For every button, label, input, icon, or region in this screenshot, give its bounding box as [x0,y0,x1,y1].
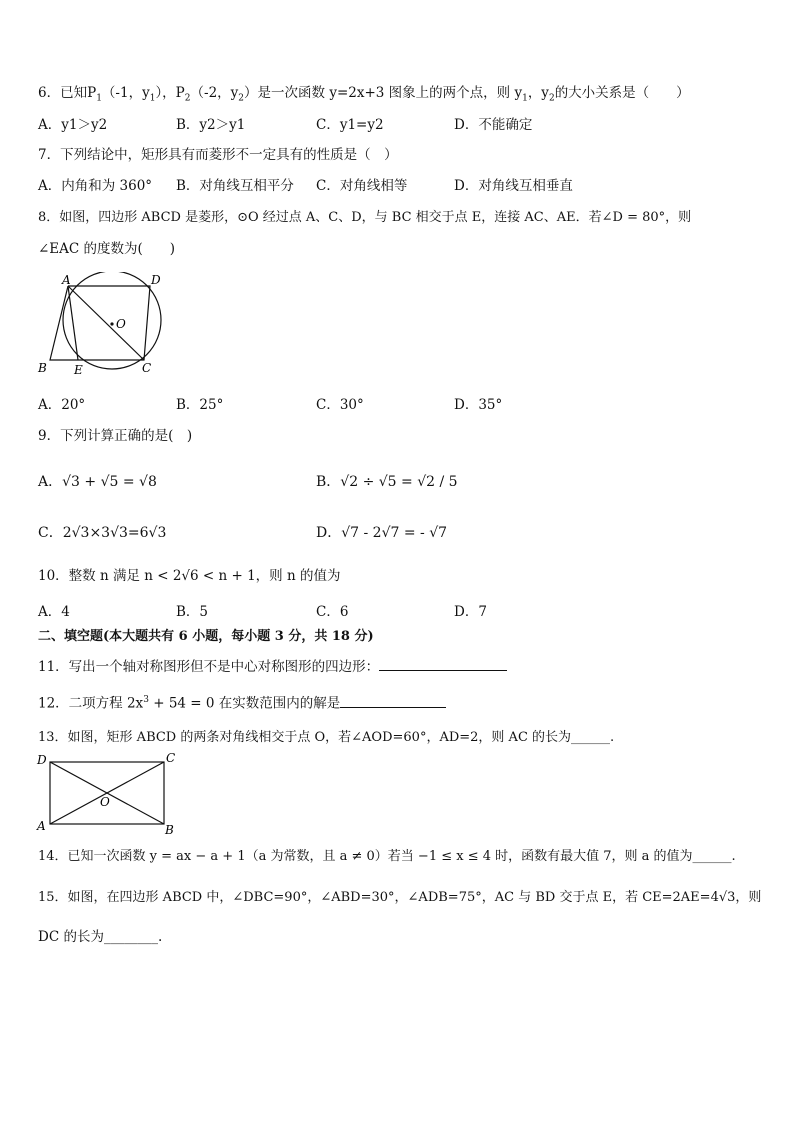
q13-label-a: A [37,819,46,833]
q9-option-c: C．2√3×3√3=6√3 [38,525,167,541]
q6-sub-y2: 2 [238,93,245,104]
q8-label-b: B [38,361,47,375]
section-2-heading: 二、填空题(本大题共有 6 小题，每小题 3 分，共 18 分) [38,629,374,644]
q8-label-d: D [151,273,161,287]
q8-label-e: E [74,363,83,377]
q6-text-g: 的大小关系是（ ） [554,85,690,101]
q6-text-d: （-2，y [190,85,239,101]
q10-option-d: D．7 [454,604,487,620]
q8-label-a: A [62,273,71,287]
q6-text-a: 6．已知P [38,85,97,101]
q6-text-b: （-1，y [101,85,150,101]
q6-option-c: C．y1=y2 [316,117,384,133]
q12-text-c: + 54 = 0 在实数范围内的解是 [148,695,341,712]
q14-stem: 14．已知一次函数 y = ax − a + 1（a 为常数，且 a ≠ 0）若当 −1 ≤ x ≤ 4 时，函数有最大值 7，则 a 的值为______. [38,849,736,864]
q13-label-b: B [165,823,174,837]
q8-option-c: C．30° [316,397,364,413]
q15-stem-line1: 15．如图，在四边形 ABCD 中，∠DBC=90°，∠ABD=30°，∠ADB=75°，AC 与 BD 交于点 E，若 CE=2AE=4√3，则 [38,890,762,905]
q12-answer-blank[interactable] [340,693,446,708]
q15-stem-line2: DC 的长为________. [38,929,163,945]
q11-answer-blank[interactable] [379,656,507,671]
q13-stem: 13．如图，矩形 ABCD 的两条对角线相交于点 O，若∠AOD=60°，AD=2，则 AC 的长为______. [38,730,615,745]
q9-option-d: D．√7 - 2√7 = - √7 [316,525,448,541]
q9-stem: 9．下列计算正确的是( ) [38,428,193,444]
q12-exponent: 3 [143,695,149,705]
q11-stem [38,656,507,676]
q10-option-c: C．6 [316,604,349,620]
q6-option-b: B．y2＞y1 [176,117,246,133]
q8-figure [34,272,174,382]
q7-option-b: B．对角线互相平分 [176,178,294,194]
q10-option-a: A．4 [38,604,70,620]
q7-option-c: C．对角线相等 [316,178,408,194]
q8-label-c: C [142,361,152,375]
q7-option-a: A．内角和为 360° [38,178,153,194]
q8-rhombus [50,286,150,360]
q10-stem: 10．整数 n 满足 n < 2√6 < n + 1，则 n 的值为 [38,568,341,584]
q6-option-d: D．不能确定 [454,117,533,133]
q13-figure [34,750,184,838]
q12-stem [38,691,446,713]
q8-diagonal-ac [68,286,144,360]
q6-sub-y1: 1 [149,93,156,104]
q8-label-o: O [116,317,126,331]
q7-stem: 7．下列结论中，矩形具有而菱形不一定具有的性质是（ ） [38,147,398,163]
q8-option-d: D．35° [454,397,503,413]
q7-option-d: D．对角线互相垂直 [454,178,573,194]
q11-text: 11．写出一个轴对称图形但不是中心对称图形的四边形： [38,659,380,675]
q13-label-c: C [166,751,176,765]
q8-option-a: A．20° [38,397,86,413]
q6-text-e: ）是一次函数 y=2x+3 图象上的两个点，则 y [244,85,523,101]
q6-sub-y2b: 2 [548,93,555,104]
q8-option-b: B．25° [176,397,224,413]
q8-stem-line2: ∠EAC 的度数为( ) [38,241,176,257]
q13-label-d: D [37,753,47,767]
q6-text-f: ，y [527,85,549,101]
q9-option-a: A．√3 + √5 = √8 [38,474,157,490]
q12-text-a: 12．二项方程 2x [38,695,144,712]
q6-sub-2: 2 [184,93,191,104]
q13-label-o: O [100,795,110,809]
q6-sub-1: 1 [96,93,102,104]
q6-option-a: A．y1＞y2 [38,117,108,133]
q6-text-c: ），P [155,85,185,101]
q6-stem [38,84,690,108]
q8-center-dot [110,322,113,325]
q6-sub-y1b: 1 [522,93,528,104]
q10-option-b: B．5 [176,604,209,620]
q9-option-b: B．√2 ÷ √5 = √2 / 5 [316,474,458,490]
q8-stem-line1: 8．如图，四边形 ABCD 是菱形，⊙O 经过点 A、C、D，与 BC 相交于点 E，连接 AC、AE．若∠D = 80°，则 [38,210,692,225]
